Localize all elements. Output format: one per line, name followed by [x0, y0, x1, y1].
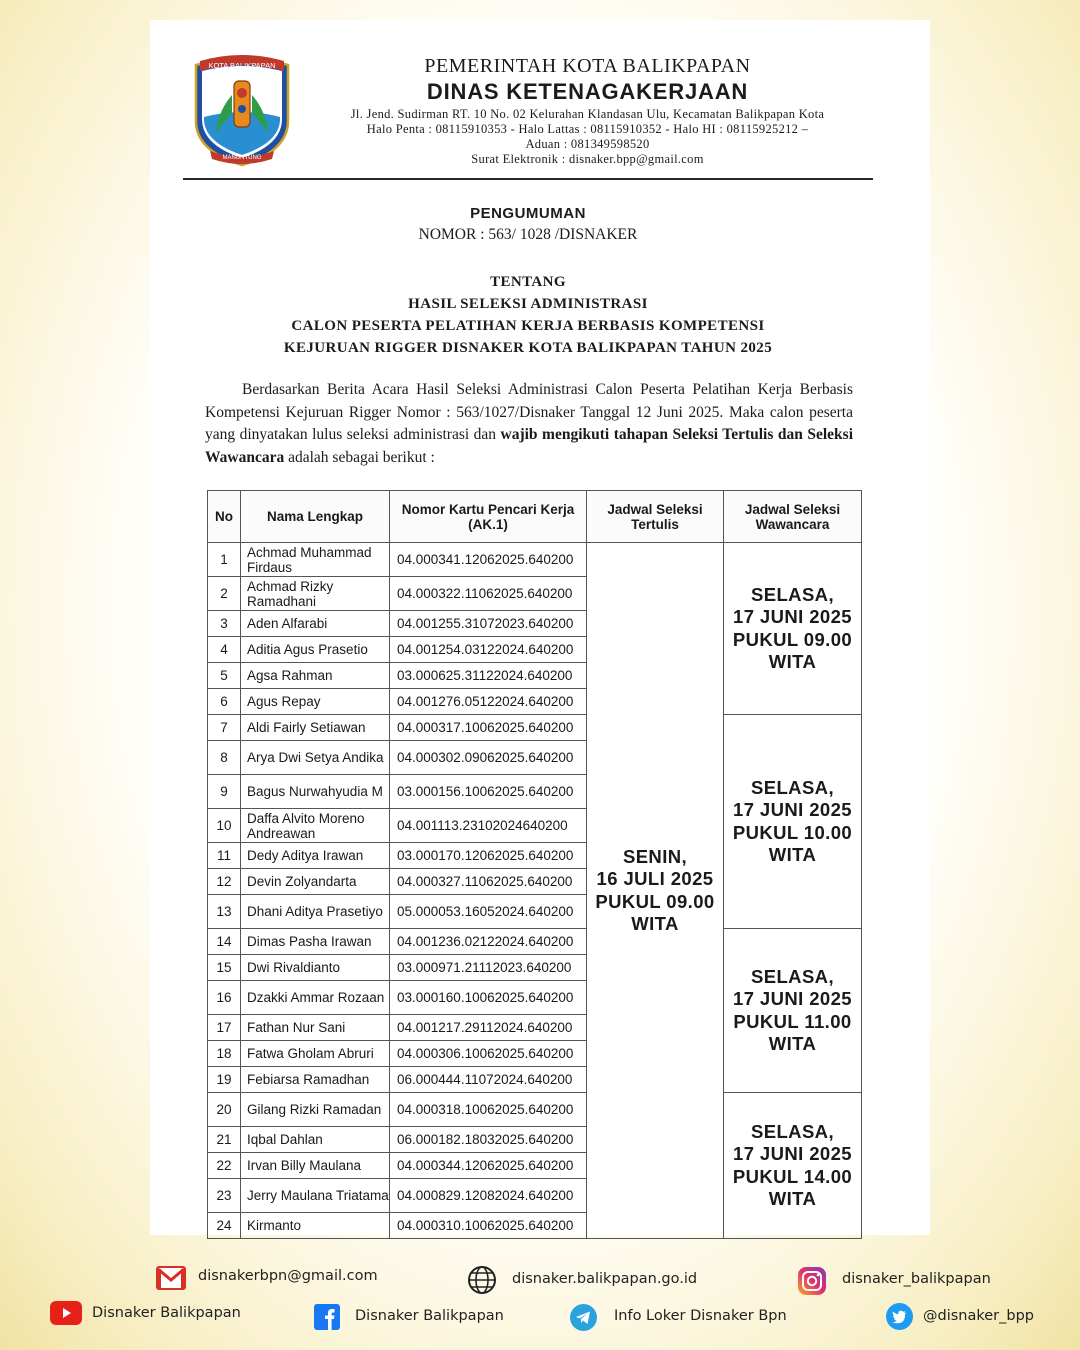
cell-name: Achmad Rizky Ramadhani — [241, 577, 390, 611]
header-name: Nama Lengkap — [241, 491, 390, 543]
cell-name: Dimas Pasha Irawan — [241, 929, 390, 955]
announcement-title: PENGUMUMAN — [470, 205, 586, 222]
interview-schedule-line: 17 JUNI 2025 — [733, 1143, 852, 1164]
department-name: DINAS KETENAGAKERJAAN — [426, 79, 749, 104]
interview-schedule-4 — [724, 1093, 862, 1239]
office-address: Jl. Jend. Sudirman RT. 10 No. 02 Kelurahan Klandasan Ulu, Kecamatan Balikpapan Kota — [350, 107, 825, 121]
interview-schedule-line: 17 JUNI 2025 — [733, 988, 852, 1009]
cell-name: Agsa Rahman — [241, 663, 390, 689]
cell-card-number: 04.000341.12062025.640200 — [390, 543, 587, 577]
cell-name: Irvan Billy Maulana — [241, 1153, 390, 1179]
cell-card-number: 06.000444.11072024.640200 — [390, 1067, 587, 1093]
interview-schedule-line: SELASA, — [751, 776, 834, 798]
interview-schedule-line: WITA — [768, 1033, 817, 1054]
logo-ribbon-bottom-text: MANUNTUNG — [222, 155, 262, 161]
cell-card-number: 03.000971.21112023.640200 — [390, 955, 587, 981]
cell-no: 4 — [208, 637, 241, 663]
office-phones: Halo Penta : 08115910353 - Halo Lattas : 08115910352 - Halo HI : 08115925212 – — [366, 122, 809, 136]
cell-card-number: 04.001217.29112024.640200 — [390, 1015, 587, 1041]
table-row — [208, 543, 862, 577]
footer-instagram[interactable]: disnaker_balikpapan — [842, 1271, 991, 1287]
cell-no: 13 — [208, 895, 241, 929]
cell-card-number: 05.000053.16052024.640200 — [390, 895, 587, 929]
cell-card-number: 04.000327.11062025.640200 — [390, 869, 587, 895]
cell-card-number: 04.000306.10062025.640200 — [390, 1041, 587, 1067]
cell-card-number: 06.000182.18032025.640200 — [390, 1127, 587, 1153]
interview-schedule-line: 17 JUNI 2025 — [733, 799, 852, 820]
cell-no: 6 — [208, 689, 241, 715]
cell-no: 3 — [208, 611, 241, 637]
youtube-icon — [50, 1301, 82, 1325]
cell-name: Iqbal Dahlan — [241, 1127, 390, 1153]
footer-telegram[interactable]: Info Loker Disnaker Bpn — [614, 1308, 787, 1324]
city-emblem-logo — [192, 55, 292, 167]
cell-name: Daffa Alvito Moreno Andreawan — [241, 809, 390, 843]
cell-name: Dwi Rivaldianto — [241, 955, 390, 981]
logo-ribbon-top-text: KOTA BALIKPAPAN — [208, 61, 276, 70]
header-card-number: Nomor Kartu Pencari Kerja (AK.1) — [390, 491, 587, 543]
interview-schedule-1 — [724, 543, 862, 715]
cell-no: 1 — [208, 543, 241, 577]
interview-schedule-line: WITA — [768, 651, 817, 672]
cell-name: Devin Zolyandarta — [241, 869, 390, 895]
cell-name: Febiarsa Ramadhan — [241, 1067, 390, 1093]
cell-no: 23 — [208, 1179, 241, 1213]
cell-card-number: 03.000170.12062025.640200 — [390, 843, 587, 869]
table-row — [208, 929, 862, 955]
cell-name: Aldi Fairly Setiawan — [241, 715, 390, 741]
cell-card-number: 03.000625.31122024.640200 — [390, 663, 587, 689]
office-email: Surat Elektronik : disnaker.bpp@gmail.com — [471, 152, 704, 166]
written-schedule-line: SENIN, — [622, 845, 688, 867]
cell-no: 2 — [208, 577, 241, 611]
cell-card-number: 04.000829.12082024.640200 — [390, 1179, 587, 1213]
interview-schedule-3 — [724, 929, 862, 1093]
cell-card-number: 04.001113.23102024640200 — [390, 809, 587, 843]
cell-card-number: 04.001255.31072023.640200 — [390, 611, 587, 637]
header-written-schedule: Jadwal Seleksi Tertulis — [587, 491, 724, 543]
cell-no: 15 — [208, 955, 241, 981]
cell-card-number: 04.000310.10062025.640200 — [390, 1213, 587, 1239]
cell-no: 10 — [208, 809, 241, 843]
header-interview-schedule: Jadwal Seleksi Wawancara — [724, 491, 862, 543]
interview-schedule-line: PUKUL 14.00 — [732, 1165, 853, 1187]
cell-no: 7 — [208, 715, 241, 741]
cell-card-number: 04.000302.09062025.640200 — [390, 741, 587, 775]
interview-schedule-2 — [724, 715, 862, 929]
complaint-phone: Aduan : 081349598520 — [525, 137, 650, 151]
globe-icon — [467, 1265, 497, 1295]
telegram-icon — [570, 1304, 597, 1331]
interview-schedule-line: WITA — [768, 1188, 817, 1209]
interview-schedule-line: SELASA, — [751, 583, 834, 605]
table-row — [208, 1093, 862, 1127]
footer-youtube[interactable]: Disnaker Balikpapan — [92, 1305, 241, 1321]
footer-facebook[interactable]: Disnaker Balikpapan — [355, 1308, 504, 1324]
written-schedule-line: PUKUL 09.00 — [595, 890, 715, 912]
cell-no: 11 — [208, 843, 241, 869]
interview-schedule-line: PUKUL 11.00 — [733, 1010, 852, 1032]
about-heading: TENTANG — [490, 274, 566, 290]
cell-name: Gilang Rizki Ramadan — [241, 1093, 390, 1127]
written-test-schedule — [587, 543, 724, 1239]
cell-name: Fathan Nur Sani — [241, 1015, 390, 1041]
about-line-3: KEJURUAN RIGGER DISNAKER KOTA BALIKPAPAN TAHUN 2025 — [283, 340, 773, 356]
gmail-icon — [156, 1264, 186, 1292]
footer-twitter[interactable]: @disnaker_bpp — [923, 1308, 1034, 1324]
cell-no: 14 — [208, 929, 241, 955]
interview-schedule-line: PUKUL 10.00 — [732, 821, 853, 843]
cell-name: Agus Repay — [241, 689, 390, 715]
interview-schedule-line: PUKUL 09.00 — [732, 628, 853, 650]
interview-schedule-line: WITA — [768, 844, 817, 865]
cell-card-number: 03.000160.10062025.640200 — [390, 981, 587, 1015]
header-no: No — [208, 491, 241, 543]
twitter-icon — [886, 1303, 913, 1330]
cell-name: Achmad Muhammad Firdaus — [241, 543, 390, 577]
table-header-row — [208, 491, 862, 543]
paragraph-end: adalah sebagai berikut : — [284, 448, 435, 466]
cell-card-number: 04.000318.10062025.640200 — [390, 1093, 587, 1127]
footer-email[interactable]: disnakerbpn@gmail.com — [198, 1268, 378, 1284]
about-line-1: HASIL SELEKSI ADMINISTRASI — [408, 296, 648, 312]
government-name: PEMERINTAH KOTA BALIKPAPAN — [424, 55, 751, 77]
cell-card-number: 03.000156.10062025.640200 — [390, 775, 587, 809]
instagram-icon — [797, 1266, 827, 1296]
paragraph-text: Berdasarkan Berita Acara Hasil Seleksi Administrasi Calon Peserta Pelatihan Kerja Berbasis Kompetensi Kejuruan Rigger Nomor : 563/1027/Disnaker Tanggal 12 Juni 2025. Maka calon peserta yang dinyatakan lulus seleksi administrasi dan — [205, 381, 853, 443]
cell-no: 16 — [208, 981, 241, 1015]
cell-no: 12 — [208, 869, 241, 895]
written-schedule-line: WITA — [631, 913, 679, 934]
interview-schedule-line: SELASA, — [751, 965, 834, 987]
cell-no: 17 — [208, 1015, 241, 1041]
cell-no: 22 — [208, 1153, 241, 1179]
cell-no: 21 — [208, 1127, 241, 1153]
table-row — [208, 715, 862, 741]
cell-name: Jerry Maulana Triatama — [241, 1179, 390, 1213]
cell-no: 5 — [208, 663, 241, 689]
interview-schedule-line: SELASA, — [751, 1120, 834, 1142]
cell-name: Dzakki Ammar Rozaan — [241, 981, 390, 1015]
cell-name: Fatwa Gholam Abruri — [241, 1041, 390, 1067]
cell-name: Dedy Aditya Irawan — [241, 843, 390, 869]
cell-card-number: 04.000322.11062025.640200 — [390, 577, 587, 611]
announcement-paragraph — [205, 379, 853, 469]
cell-no: 19 — [208, 1067, 241, 1093]
facebook-icon — [314, 1304, 340, 1330]
cell-card-number: 04.000317.10062025.640200 — [390, 715, 587, 741]
cell-card-number: 04.000344.12062025.640200 — [390, 1153, 587, 1179]
letterhead-divider — [183, 178, 873, 180]
cell-card-number: 04.001236.02122024.640200 — [390, 929, 587, 955]
cell-no: 8 — [208, 741, 241, 775]
about-line-2: CALON PESERTA PELATIHAN KERJA BERBASIS KOMPETENSI — [291, 318, 765, 334]
cell-name: Arya Dwi Setya Andika — [241, 741, 390, 775]
cell-no: 9 — [208, 775, 241, 809]
selection-results-table — [207, 490, 862, 1239]
cell-name: Aditia Agus Prasetio — [241, 637, 390, 663]
cell-card-number: 04.001254.03122024.640200 — [390, 637, 587, 663]
footer-website[interactable]: disnaker.balikpapan.go.id — [512, 1271, 698, 1287]
cell-name: Kirmanto — [241, 1213, 390, 1239]
cell-name: Dhani Aditya Prasetiyo — [241, 895, 390, 929]
interview-schedule-line: 17 JUNI 2025 — [733, 606, 852, 627]
paragraph-emphasis: wajib mengikuti tahapan Seleksi Tertulis dan Seleksi Wawancara — [205, 426, 853, 466]
cell-name: Aden Alfarabi — [241, 611, 390, 637]
announcement-number: NOMOR : 563/ 1028 /DISNAKER — [418, 226, 638, 243]
cell-no: 24 — [208, 1213, 241, 1239]
cell-name: Bagus Nurwahyudia M — [241, 775, 390, 809]
cell-no: 20 — [208, 1093, 241, 1127]
cell-card-number: 04.001276.05122024.640200 — [390, 689, 587, 715]
cell-no: 18 — [208, 1041, 241, 1067]
written-schedule-line: 16 JULI 2025 — [596, 868, 714, 889]
